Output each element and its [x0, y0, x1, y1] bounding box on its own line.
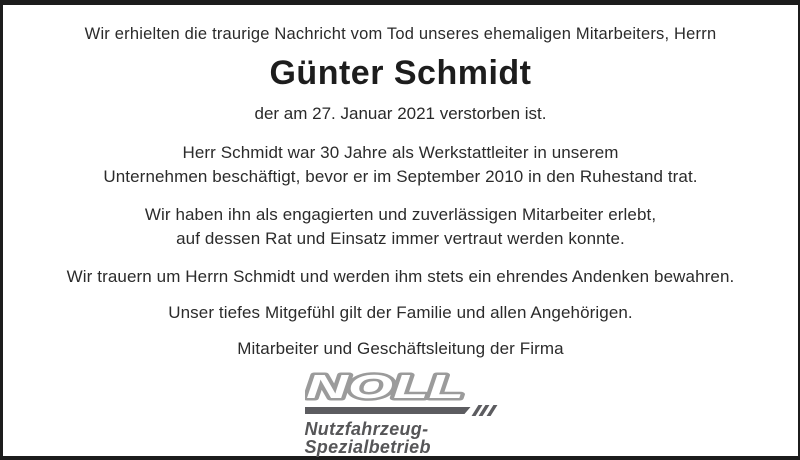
death-date-line: der am 27. Januar 2021 verstorben ist.	[254, 104, 547, 123]
deceased-name: Günter Schmidt	[269, 54, 532, 92]
noll-wordmark	[305, 371, 497, 404]
paragraph-career	[3, 141, 798, 189]
paragraph-mourning	[3, 265, 798, 289]
paragraph-line: Wir trauern um Herrn Schmidt und werden ihm stets ein ehrendes Andenken bewahren.	[66, 267, 735, 286]
paragraph-line: auf dessen Rat und Einsatz immer vertraut werden konnte.	[176, 229, 625, 248]
logo-underline-row	[305, 405, 497, 416]
company-logo	[305, 371, 497, 456]
paragraph-signature	[3, 337, 798, 361]
noll-wordmark-text: NOLL	[305, 371, 464, 404]
paragraph-line: Herr Schmidt war 30 Jahre als Werkstattleiter in unserem	[182, 143, 619, 162]
logo-subtitle-line1: Nutzfahrzeug-	[304, 419, 429, 439]
paragraph-line: Mitarbeiter und Geschäftsleitung der Firma	[237, 339, 564, 358]
paragraph-line: Unternehmen beschäftigt, bevor er im September 2010 in den Ruhestand trat.	[103, 167, 698, 186]
logo-subtitle-line2: Spezialbetrieb	[304, 437, 431, 457]
intro-line: Wir erhielten die traurige Nachricht vom Tod unseres ehemaligen Mitarbeiters, Herrn	[84, 25, 717, 43]
paragraph-line: Wir haben ihn als engagierten und zuverlässigen Mitarbeiter erlebt,	[144, 205, 657, 224]
logo-underline-bar	[305, 407, 471, 414]
paragraph-line: Unser tiefes Mitgefühl gilt der Familie und allen Angehörigen.	[168, 303, 633, 322]
logo-subtitle	[305, 420, 497, 456]
paragraph-character	[3, 203, 798, 251]
paragraph-condolence	[3, 301, 798, 325]
